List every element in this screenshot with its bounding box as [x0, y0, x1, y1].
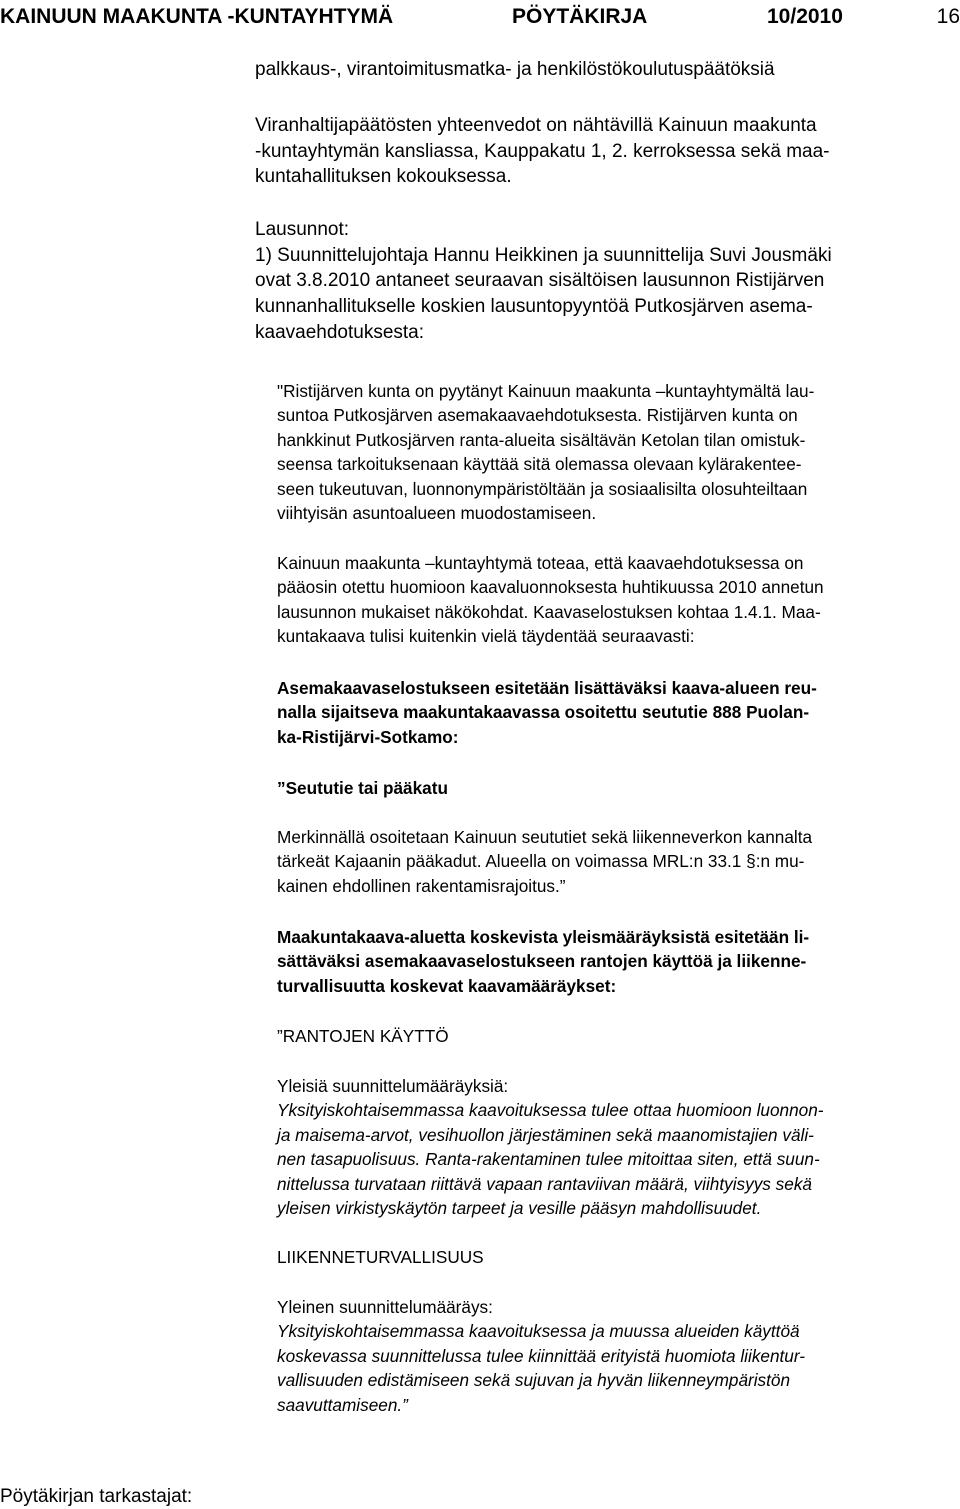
text-line: kuntakaava tulisi kuitenkin vielä täydentää seuraavasti: [277, 626, 695, 647]
document-type: PÖYTÄKIRJA [512, 5, 648, 28]
text-line: lausunnon mukaiset näkökohdat. Kaavaselostuksen kohtaa 1.4.1. Maa- [277, 601, 821, 622]
bold-proposal-1 [277, 676, 817, 749]
text-line: seensa tarkoituksenaan käyttää sitä olemassa olevaan kylärakentee- [277, 454, 802, 475]
text-line: turvallisuutta koskevat kaavamääräykset: [277, 975, 617, 996]
text-line: tärkeät Kajaanin pääkadut. Alueella on voimassa MRL:n 33.1 §:n mu- [277, 851, 805, 872]
document-number: 10/2010 [767, 5, 843, 28]
statements-section [255, 217, 832, 346]
quote-paragraph-1 [277, 379, 814, 525]
text-line: -kuntayhtymän kansliassa, Kauppakatu 1, 2. kerroksessa sekä maa- [255, 140, 830, 162]
text-line: kaavaehdotuksesta: [255, 321, 425, 343]
shore-heading: ”RANTOJEN KÄYTTÖ [277, 1026, 449, 1046]
shore-heading-block [277, 1024, 449, 1048]
text-line: saavuttamiseen.” [277, 1394, 408, 1415]
road-heading: ”Seututie tai pääkatu [277, 778, 448, 798]
text-line: Merkinnällä osoitetaan Kainuun seututiet sekä liikenneverkon kannalta [277, 827, 813, 847]
text-line: ja maisema-arvot, vesihuollon järjestäminen sekä maanomistajien väli- [277, 1124, 814, 1145]
text-line: Maakuntakaava-aluetta koskevista yleismääräyksistä esitetään li- [277, 927, 810, 947]
quote-paragraph-2 [277, 551, 824, 649]
traffic-heading: LIIKENNETURVALLISUUS [277, 1247, 484, 1267]
text-line: Kainuun maakunta –kuntayhtymä toteaa, että kaavaehdotuksessa on [277, 553, 804, 573]
footer-reviewers: Pöytäkirjan tarkastajat: [0, 1486, 193, 1507]
page-number: 16 [936, 5, 960, 28]
text-line: nittelussa turvataan riittävä vapaan rantaviivan määrä, viihtyisyys sekä [277, 1173, 812, 1194]
text-line: nen tasapuolisuus. Ranta-rakentaminen tulee mitoittaa siten, että suun- [277, 1149, 820, 1170]
text-line: ovat 3.8.2010 antaneet seuraavan sisältöisen lausunnon Ristijärven [255, 270, 825, 292]
text-line: 1) Suunnittelujohtaja Hannu Heikkinen ja suunnittelija Suvi Jousmäki [255, 244, 832, 266]
intro-paragraph [255, 57, 775, 83]
text-line: Yksityiskohtaisemmassa kaavoituksessa tulee ottaa huomioon luonnon- [277, 1100, 824, 1121]
text-line: kuntahallituksen kokouksessa. [255, 166, 512, 188]
text-line: nalla sijaitseva maakuntakaavassa osoitettu seututie 888 Puolan- [277, 702, 810, 723]
text-line: "Ristijärven kunta on pyytänyt Kainuun maakunta –kuntayhtymältä lau- [277, 381, 815, 401]
statements-label: Lausunnot: [255, 219, 350, 240]
notice-paragraph [255, 113, 830, 190]
text-line: vallisuuden edistämiseen sekä sujuvan ja hyvän liikenneympäristön [277, 1370, 791, 1391]
general-regulation [277, 1295, 805, 1417]
general-reg-label: Yleinen suunnittelumääräys: [277, 1297, 493, 1317]
bold-proposal-2 [277, 925, 809, 998]
text-line: Viranhaltijapäätösten yhteenvedot on nähtävillä Kainuun maakunta [255, 115, 817, 136]
text-line: yleisen virkistyskäytön tarpeet ja vesille pääsyn mahdollisuudet. [277, 1198, 762, 1219]
general-regs-label: Yleisiä suunnittelumääräyksiä: [277, 1076, 509, 1096]
text-line: kainen ehdollinen rakentamisrajoitus.” [277, 875, 566, 896]
organization-name: KAINUUN MAAKUNTA -KUNTAYHTYMÄ [0, 5, 394, 28]
text-line: hankkinut Putkosjärven ranta-alueita sisältävän Ketolan tilan omistuk- [277, 429, 806, 450]
page-header [0, 2, 960, 32]
text-line: Yksityiskohtaisemmassa kaavoituksessa ja muussa alueiden käyttöä [277, 1321, 800, 1342]
text-line: Asemakaavaselostukseen esitetään lisättäväksi kaava-alueen reu- [277, 678, 817, 698]
text-line: pääosin otettu huomioon kaavaluonnoksesta huhtikuussa 2010 annetun [277, 577, 824, 598]
text-line: palkkaus-, virantoimitusmatka- ja henkilöstökoulutuspäätöksiä [255, 59, 775, 80]
text-line: suntoa Putkosjärven asemakaavaehdotuksesta. Ristijärven kunta on [277, 405, 798, 426]
traffic-heading-block [277, 1245, 484, 1269]
road-heading-block [277, 776, 448, 800]
text-line: sättäväksi asemakaavaselostukseen rantojen käyttöä ja liikenne- [277, 951, 807, 972]
general-regulations [277, 1074, 823, 1220]
text-line: viihtyisän asuntoalueen muodostamiseen. [277, 503, 597, 524]
quote-paragraph-3 [277, 825, 812, 898]
text-line: ka-Ristijärvi-Sotkamo: [277, 726, 459, 747]
text-line: seen tukeutuvan, luonnonympäristöltään ja sosiaalisilta olosuhteiltaan [277, 478, 808, 499]
text-line: koskevassa suunnittelussa tulee kiinnittää erityistä huomiota liikentur- [277, 1345, 805, 1366]
text-line: kunnanhallitukselle koskien lausuntopyyntöä Putkosjärven asema- [255, 296, 813, 318]
